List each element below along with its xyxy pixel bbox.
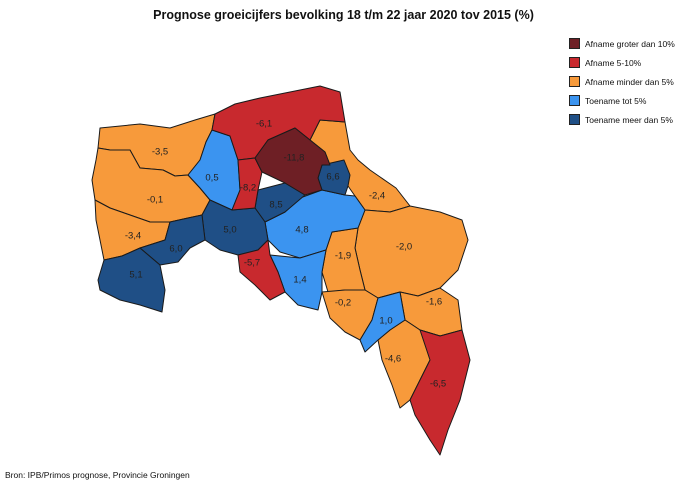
label-r20: -1,6 [425, 296, 443, 308]
legend-label: Toename meer dan 5% [585, 114, 673, 125]
label-r15: 5,1 [129, 269, 143, 281]
label-r8: -2,4 [368, 190, 386, 202]
legend-item [569, 34, 675, 53]
label-r17: -1,9 [334, 250, 352, 262]
legend-item [569, 53, 675, 72]
label-r18: 1,4 [293, 274, 307, 286]
label-r3: 0,5 [205, 172, 219, 184]
legend-item [569, 110, 675, 129]
legend-swatch [569, 76, 580, 87]
label-r7: 8,5 [269, 199, 283, 211]
legend-label: Toename tot 5% [585, 95, 647, 106]
label-r23: -6,5 [429, 378, 447, 390]
label-r5: 6,6 [326, 171, 340, 183]
label-r6: -8,2 [239, 182, 257, 194]
label-r13: -2,0 [395, 241, 413, 253]
label-r21: 1,0 [379, 315, 393, 327]
label-r10: -3,4 [124, 230, 142, 242]
label-r2: -3,5 [151, 146, 169, 158]
label-r9: -0,1 [146, 194, 164, 206]
label-r16: -5,7 [243, 257, 261, 269]
label-r11: 5,0 [223, 224, 237, 236]
label-r12: 4,8 [295, 224, 309, 236]
legend-item [569, 91, 675, 110]
legend-swatch [569, 95, 580, 106]
legend-swatch [569, 57, 580, 68]
label-r14: 6,0 [169, 243, 183, 255]
legend-swatch [569, 38, 580, 49]
label-r22: -4,6 [384, 353, 402, 365]
legend-label: Afname 5-10% [585, 57, 642, 68]
source-note: Bron: IPB/Primos prognose, Provincie Groningen [5, 470, 190, 480]
legend-label: Afname groter dan 10% [585, 38, 675, 49]
legend-label: Afname minder dan 5% [585, 76, 674, 87]
label-r4: -11,8 [283, 152, 305, 164]
legend-swatch [569, 114, 580, 125]
label-r19: -0,2 [334, 297, 352, 309]
legend-item [569, 72, 675, 91]
label-r1: -6,1 [255, 118, 273, 130]
map-title: Prognose groeicijfers bevolking 18 t/m 22 jaar 2020 tov 2015 (%) [153, 8, 534, 22]
map-legend [569, 34, 675, 129]
